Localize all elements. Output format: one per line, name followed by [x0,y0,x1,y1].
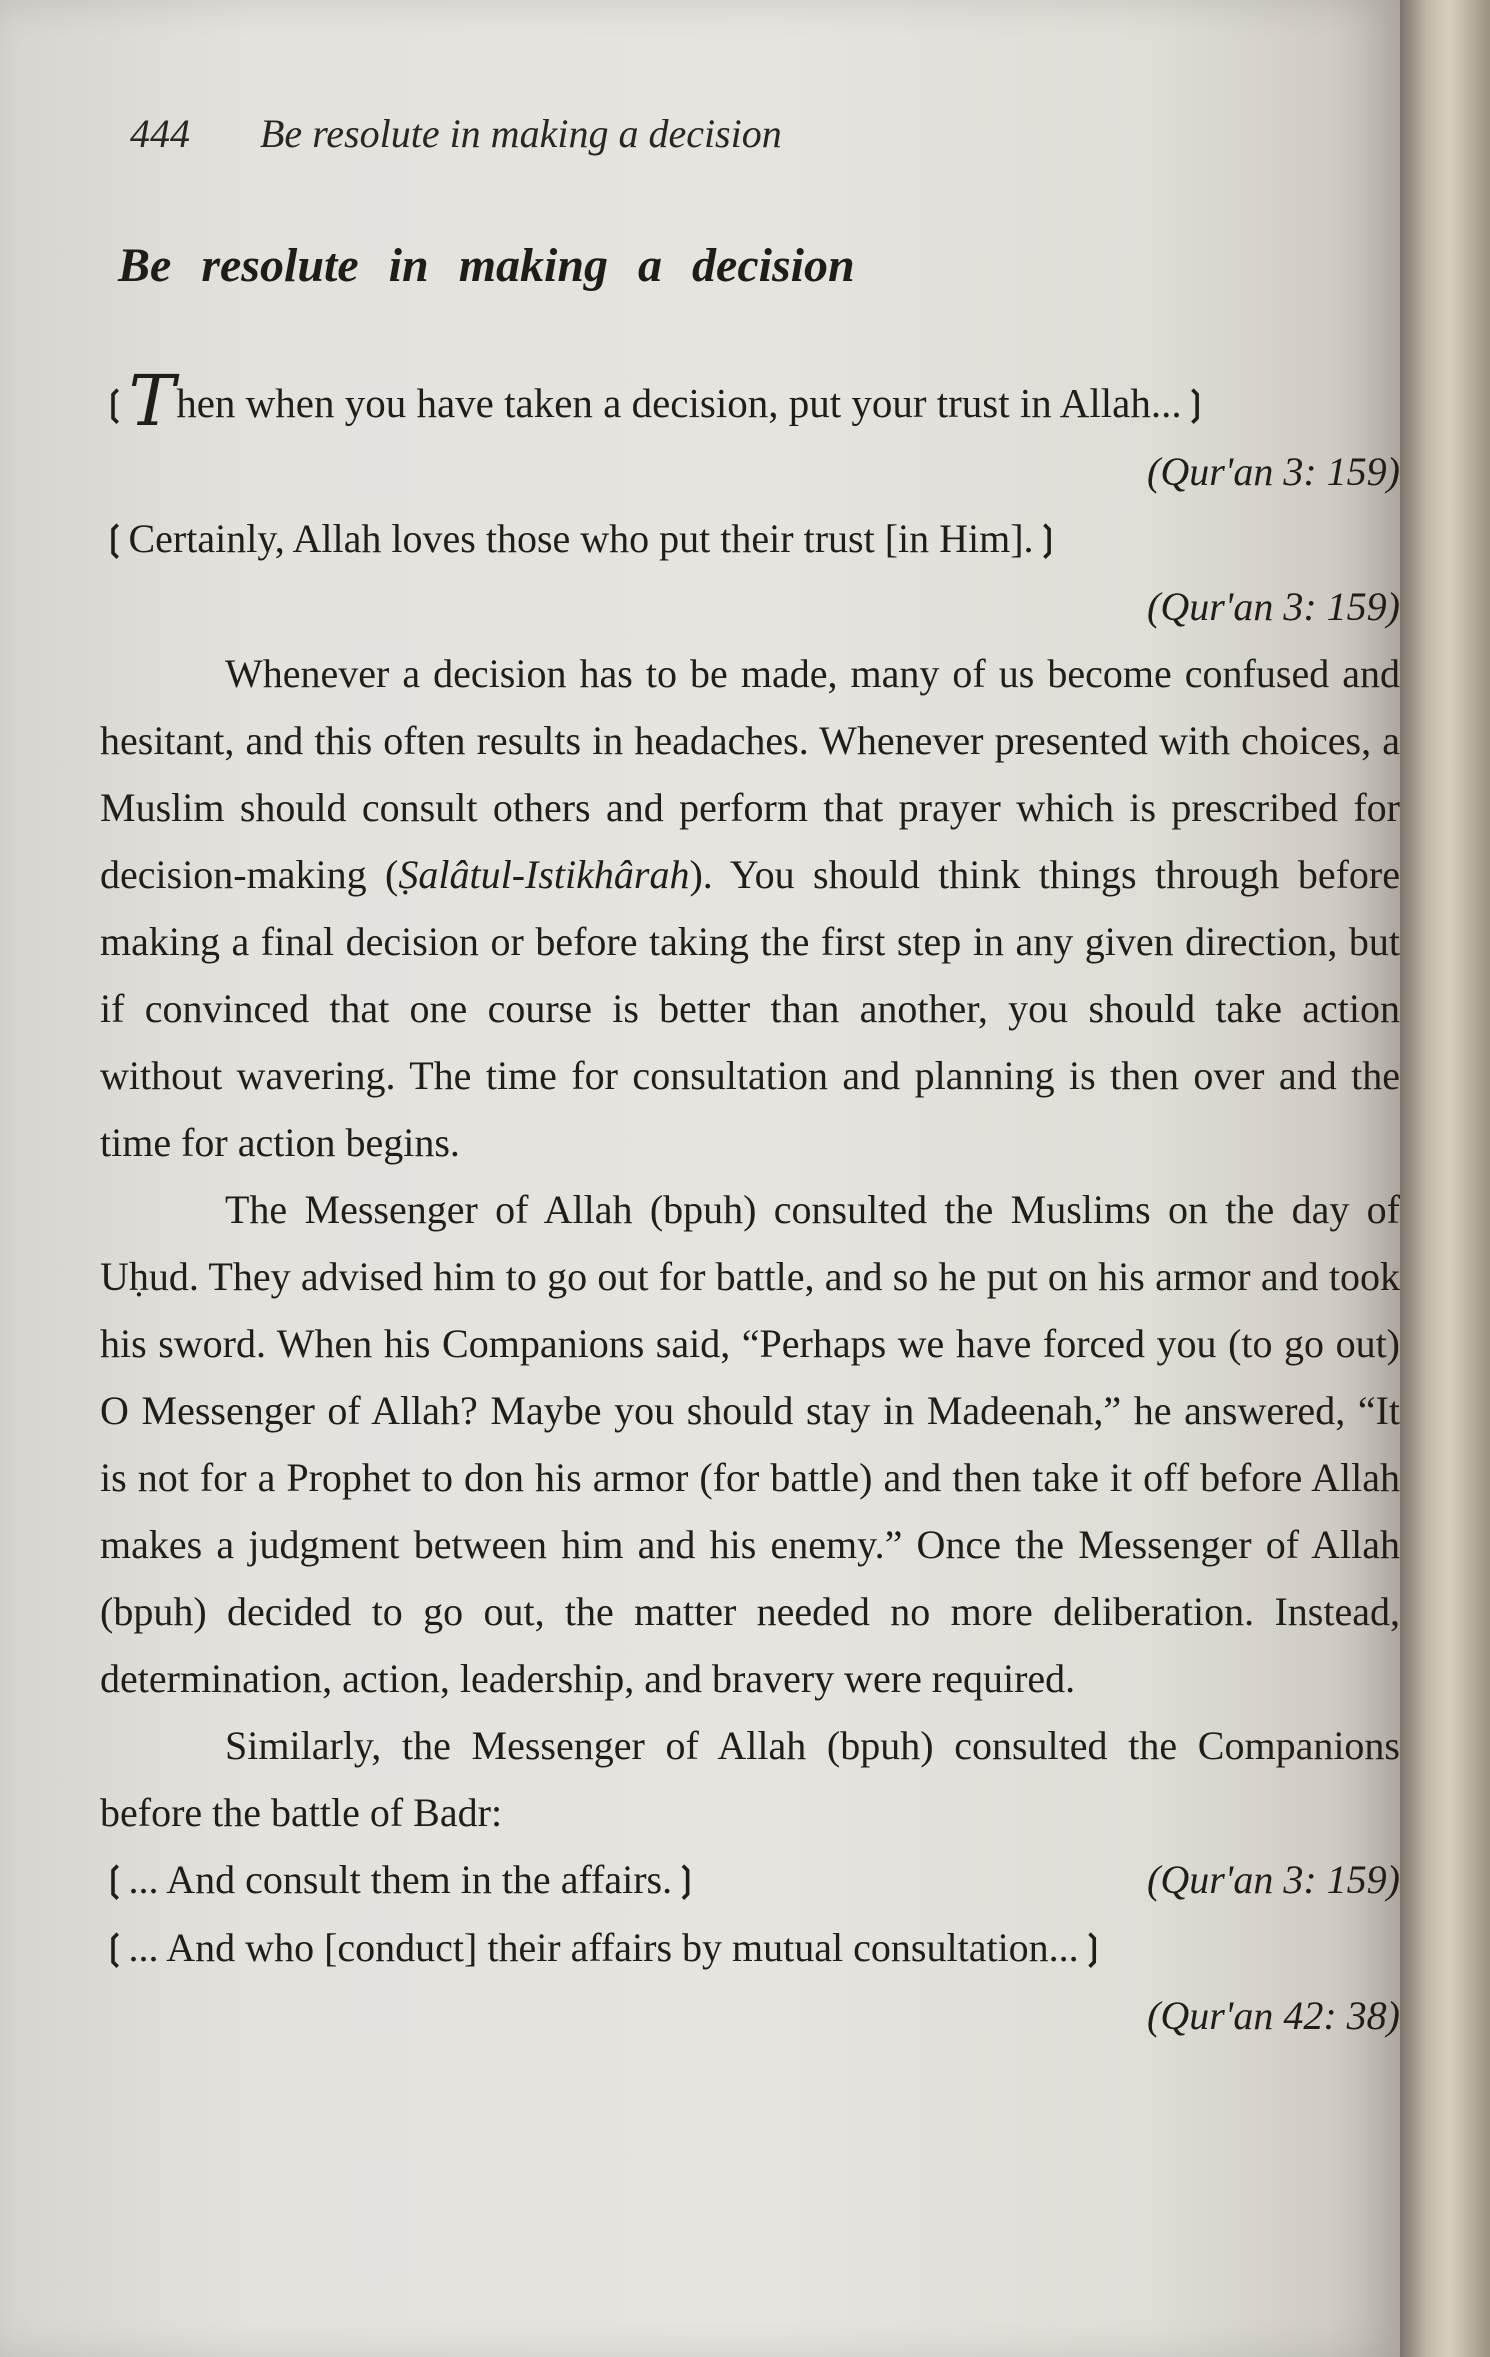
running-title: Be resolute in making a decision [260,111,782,156]
close-verse-bracket-icon: ❳ [1078,1928,1108,1968]
verse-citation: (Qur'an 3: 159) [1147,449,1400,494]
verse-text: hen when you have taken a decision, put your trust in Allah... [176,380,1182,426]
verse-quote [100,1914,1400,1982]
drop-cap: T [128,360,176,442]
body-paragraph: Similarly, the Messenger of Allah (bpuh) consulted the Companions before the battle of Badr: [100,1723,1400,1835]
verse-citation: (Qur'an 3: 159) [1147,584,1400,629]
paragraph-text: Whenever a decision has to be made, many of us become confused and hesitant, and this often results in headaches. Whenever presented with choices, a Muslim should consult others and perform that prayer which is prescribed for decision-making ( [100,651,1400,897]
open-verse-bracket-icon: ❲ [100,1860,129,1900]
open-verse-bracket-icon: ❲ [100,384,129,424]
section-title: Be resolute in making a decision [118,239,855,292]
running-header [130,110,782,157]
body-paragraph: The Messenger of Allah (bpuh) consulted the Muslims on the day of Uḥud. They advised him to go out for battle, and so he put on his armor and took his sword. When his Companions said, “Perhaps we have forced you (to go out) O Messenger of Allah? Maybe you should stay in Madeenah,” he answered, “It is not for a Prophet to don his armor (for battle) and then take it off before Allah makes a judgment between him and his enemy.” Once the Messenger of Allah (bpuh) decided to go out, the matter needed no more deliberation. Instead, determination, action, leadership, and bravery were required. [100,1187,1400,1701]
verse-quote [100,1846,1400,1914]
body-paragraph [100,640,1400,1176]
verse-text: Certainly, Allah loves those who put their trust [in Him]. [128,516,1034,561]
book-gutter [1400,0,1490,2357]
verse-citation: (Qur'an 3: 159) [1147,1857,1400,1902]
close-verse-bracket-icon: ❳ [1033,519,1063,559]
page-number: 444 [130,111,190,156]
arabic-term: Ṣalâtul-Istikhârah [398,852,690,897]
open-verse-bracket-icon: ❲ [100,519,129,559]
page-body [100,360,1401,2049]
verse-text: ... And consult them in the affairs. [128,1857,673,1902]
verse-text: ... And who [conduct] their affairs by mutual consultation... [128,1925,1079,1970]
verse-quote [100,360,1400,442]
close-verse-bracket-icon: ❳ [1181,384,1211,424]
paragraph-text: ). You should think things through before making a final decision or before taking the first step in any given direction, but if convinced that one course is better than another, you should take action without wavering. The time for consultation and planning is then over and the time for action begins. [100,852,1401,1165]
verse-quote [100,505,1400,573]
verse-citation: (Qur'an 42: 38) [1147,1993,1400,2038]
close-verse-bracket-icon: ❳ [672,1860,701,1900]
open-verse-bracket-icon: ❲ [100,1928,129,1968]
